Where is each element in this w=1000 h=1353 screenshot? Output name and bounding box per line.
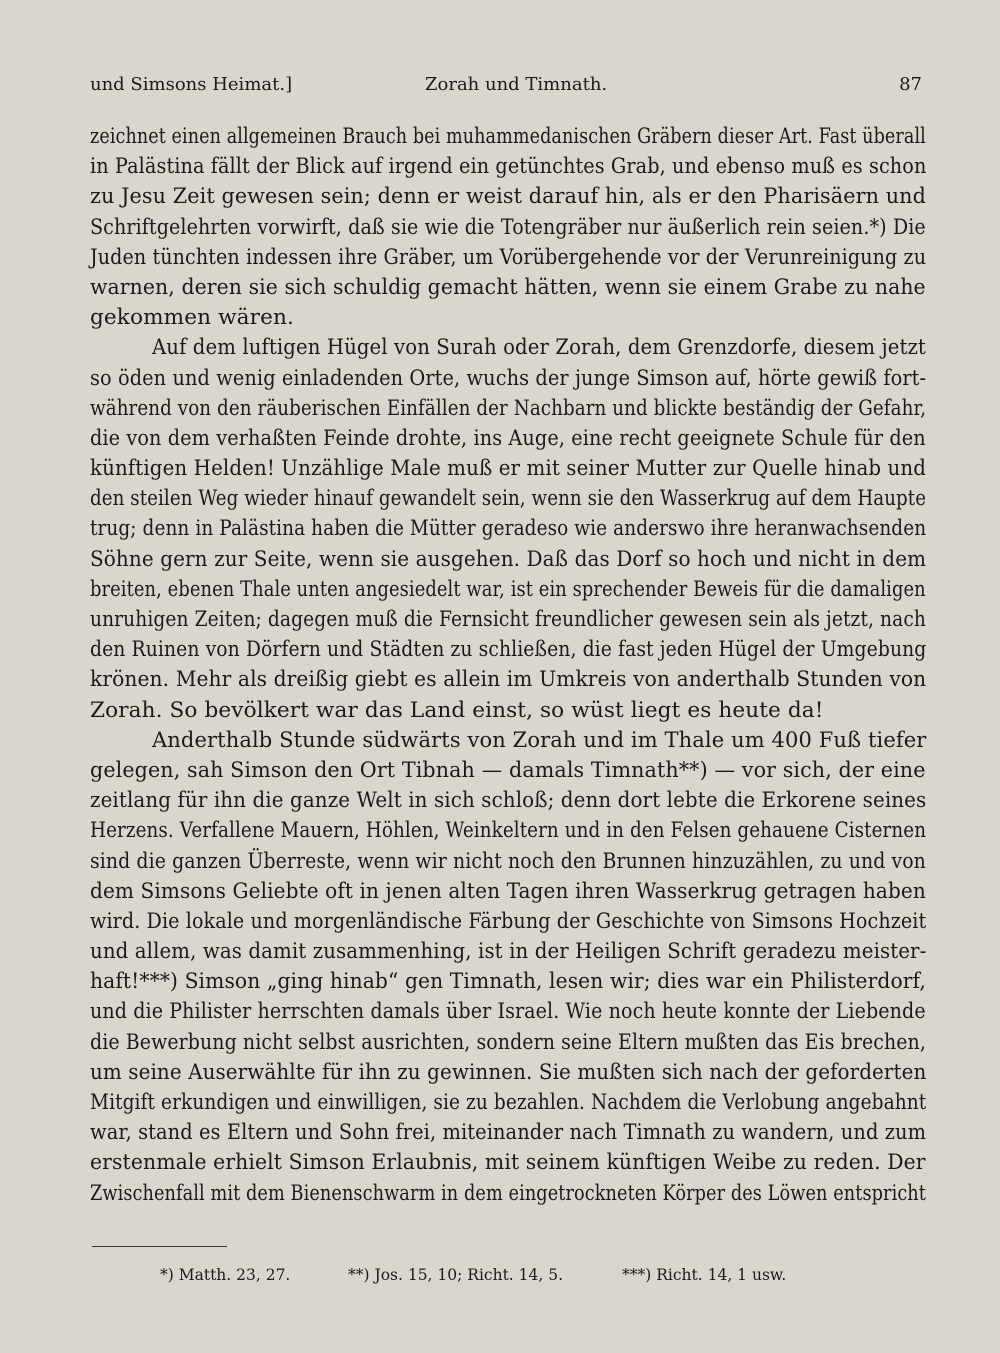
- text-line: künftigen Helden! Unzählige Male muß er mit seiner Mutter zur Quelle hinab und: [90, 456, 927, 482]
- text-line: Zorah. So bevölkert war das Land einst, so wüst liegt es heute da!: [90, 697, 824, 723]
- text-line: den Ruinen von Dörfern und Städten zu schließen, die fast jeden Hügel der Umgebung: [90, 637, 927, 663]
- footnotes: [160, 1266, 860, 1290]
- text-line: während von den räuberischen Einfällen der Nachbarn und blickte beständig der Gefahr,: [90, 395, 927, 421]
- text-line: und die Philister herrschten damals über Israel. Wie noch heute konnte der Liebende: [90, 999, 926, 1025]
- text-line: trug; denn in Palästina haben die Mütter geradeso wie anderswo ihre heranwachsenden: [90, 516, 927, 542]
- page-number: 87: [899, 74, 922, 95]
- text-line: zeichnet einen allgemeinen Brauch bei muhammedanischen Gräbern dieser Art. Fast überall: [90, 124, 926, 149]
- running-header-left: und Simsons Heimat.]: [90, 74, 293, 95]
- text-line: Anderthalb Stunde südwärts von Zorah und im Thale um 400 Fuß tiefer: [152, 727, 927, 753]
- text-line: und allem, was damit zusammenhing, ist in der Heiligen Schrift geradezu meister-: [90, 939, 927, 965]
- text-line: Mitgift erkundigen und einwilligen, sie zu bezahlen. Nachdem die Verlobung angebahnt: [90, 1090, 927, 1115]
- text-line: erstenmale erhielt Simson Erlaubnis, mit seinem künftigen Weibe zu reden. Der: [90, 1150, 926, 1176]
- running-header-title: Zorah und Timnath.: [425, 74, 608, 95]
- footnote-2: **) Jos. 15, 10; Richt. 14, 5.: [348, 1266, 564, 1284]
- text-line: Herzens. Verfallene Mauern, Höhlen, Weinkeltern und in den Felsen gehauene Cisternen: [90, 818, 927, 844]
- text-line: Zwischenfall mit dem Bienenschwarm in dem eingetrockneten Körper des Löwen entspricht: [90, 1180, 926, 1206]
- text-line: die Bewerbung nicht selbst ausrichten, sondern seine Eltern mußten das Eis brechen,: [90, 1029, 926, 1055]
- text-line: breiten, ebenen Thale unten angesiedelt war, ist ein sprechender Beweis für die damaligen: [90, 576, 926, 602]
- text-line: Juden tünchten indessen ihre Gräber, um Vorübergehende vor der Verunreinigung zu: [90, 244, 927, 270]
- running-header: [90, 74, 922, 104]
- text-line: die von dem verhaßten Feinde drohte, ins Auge, eine recht geeignete Schule für den: [90, 425, 926, 451]
- text-line: wird. Die lokale und morgenländische Färbung der Geschichte von Simsons Hochzeit: [90, 908, 927, 934]
- text-line: sind die ganzen Überreste, wenn wir nicht noch den Brunnen hinzuzählen, zu und von: [90, 848, 926, 874]
- footnote-3: ***) Richt. 14, 1 usw.: [622, 1266, 787, 1284]
- text-line: gelegen, sah Simson den Ort Tibnah — damals Timnath**) — vor sich, der eine: [90, 757, 926, 783]
- footnote-rule: [92, 1246, 227, 1247]
- text-line: um seine Auserwählte für ihn zu gewinnen. Sie mußten sich nach der geforderten: [90, 1059, 927, 1085]
- text-line: Auf dem luftigen Hügel von Surah oder Zorah, dem Grenzdorfe, diesem jetzt: [152, 335, 926, 361]
- footnote-1: *) Matth. 23, 27.: [160, 1266, 291, 1284]
- text-line: Söhne gern zur Seite, wenn sie ausgehen. Daß das Dorf so hoch und nicht in dem: [90, 546, 927, 572]
- text-line: gekommen wären.: [90, 305, 294, 331]
- body-text: [90, 122, 926, 1209]
- text-line: Schriftgelehrten vorwirft, daß sie wie die Totengräber nur äußerlich rein seien.*) Die: [90, 214, 926, 240]
- text-line: haft!***) Simson „ging hinab“ gen Timnath, lesen wir; dies war ein Philisterdorf,: [90, 969, 926, 995]
- text-line: den steilen Weg wieder hinauf gewandelt sein, wenn sie den Wasserkrug auf dem Haupte: [90, 486, 927, 512]
- text-line: zeitlang für ihn die ganze Welt in sich schloß; denn dort lebte die Erkorene seines: [90, 788, 927, 814]
- text-line: krönen. Mehr als dreißig giebt es allein im Umkreis von anderthalb Stunden von: [90, 667, 927, 693]
- text-line: so öden und wenig einladenden Orte, wuchs der junge Simson auf, hörte gewiß fort-: [90, 365, 927, 391]
- text-line: war, stand es Eltern und Sohn frei, miteinander nach Timnath zu wandern, und zum: [90, 1120, 927, 1146]
- text-line: zu Jesu Zeit gewesen sein; denn er weist darauf hin, als er den Pharisäern und: [90, 184, 926, 210]
- text-line: dem Simsons Geliebte oft in jenen alten Tagen ihren Wasserkrug getragen haben: [90, 878, 926, 904]
- text-line: in Palästina fällt der Blick auf irgend ein getünchtes Grab, und ebenso muß es schon: [90, 154, 927, 180]
- text-line: unruhigen Zeiten; dagegen muß die Fernsicht freundlicher gewesen sein als jetzt, nach: [90, 607, 926, 632]
- text-line: warnen, deren sie sich schuldig gemacht hätten, wenn sie einem Grabe zu nahe: [90, 274, 926, 300]
